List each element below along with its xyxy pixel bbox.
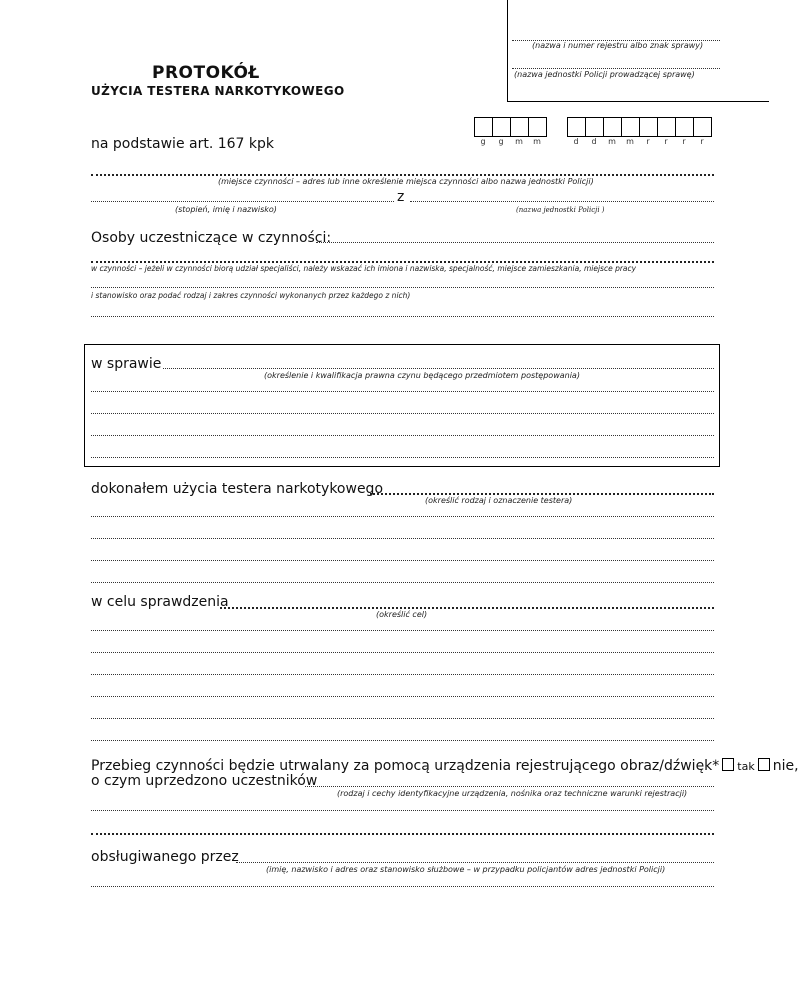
unit-hint: (nazwa jednostki Policji prowadzącej sprawę) [514,70,695,79]
purpose-field-3[interactable] [91,652,714,653]
case-hint: (określenie i kwalifikacja prawna czynu będącego przedmiotem postępowania) [264,371,580,380]
participants-field-4[interactable] [91,316,714,317]
purpose-label: w celu sprawdzenia [91,594,229,610]
date-label: r [682,137,686,146]
date-digit[interactable] [658,118,676,136]
tester-field-5[interactable] [91,582,714,583]
case-field-5[interactable] [91,457,714,458]
date-digit[interactable] [622,118,640,136]
time-label: m [533,137,541,146]
purpose-hint: (określić cel) [376,610,428,619]
participants-hint-2: i stanowisko oraz podać rodzaj i zakres czynności wykonanych przez każdego z nich) [91,291,411,300]
place-field[interactable] [91,174,714,176]
tester-field-3[interactable] [91,538,714,539]
time-label: g [480,137,486,146]
date-label: r [646,137,650,146]
participants-field-2[interactable] [91,261,714,263]
recording-field-3[interactable] [91,833,714,835]
officer-name-hint: (stopień, imię i nazwisko) [175,205,277,214]
time-labels [474,137,546,146]
recording-text: Przebieg czynności będzie utrwalany za pomocą urządzenia rejestrującego obraz/dźwięk* [91,758,720,774]
participants-hint-1: w czynności – jeżeli w czynności biorą udział specjaliści, należy wskazać ich imiona i nazwiska, specjalność, miejsce zamieszkania, miejsce pracy [91,264,637,273]
date-digit[interactable] [586,118,604,136]
case-field-2[interactable] [91,391,714,392]
date-label: r [664,137,668,146]
time-boxes[interactable] [474,117,547,137]
recording-yes-label: tak [737,760,755,773]
recording-no-label: nie, [772,758,799,774]
operator-label: obsługiwanego przez [91,849,239,865]
purpose-field-5[interactable] [91,696,714,697]
case-field-3[interactable] [91,413,714,414]
tester-field-1[interactable] [370,493,714,495]
tester-field-4[interactable] [91,560,714,561]
date-digit[interactable] [604,118,622,136]
time-digit[interactable] [493,118,511,136]
page-title: PROTOKÓŁ [152,63,260,83]
time-label: m [515,137,523,146]
recording-field-1[interactable] [305,786,714,787]
date-label: m [626,137,634,146]
date-labels [567,137,711,146]
tester-field-2[interactable] [91,516,714,517]
case-label: w sprawie [91,356,162,372]
participants-label: Osoby uczestniczące w czynności: [91,230,332,246]
purpose-field-2[interactable] [91,630,714,631]
place-hint: (miejsce czynności – adres lub inne określenie miejsca czynności albo nazwa jednostki Policji) [218,177,594,186]
case-field-1[interactable] [163,368,714,369]
officer-unit-hint: (nazwa jednostki Policji ) [516,206,605,214]
legal-basis: na podstawie art. 167 kpk [91,136,275,152]
unit-field[interactable] [512,68,720,69]
page-subtitle: UŻYCIA TESTERA NARKOTYKOWEGO [91,84,345,98]
date-digit[interactable] [640,118,658,136]
date-digit[interactable] [568,118,586,136]
recording-hint: (rodzaj i cechy identyfikacyjne urządzenia, nośnika oraz techniczne warunki rejestracji) [337,789,688,798]
participants-field-1[interactable] [316,242,714,243]
purpose-field-6[interactable] [91,718,714,719]
operator-field-2[interactable] [91,886,714,887]
registry-hint: (nazwa i numer rejestru albo znak sprawy) [532,41,704,50]
officer-name-field[interactable] [91,201,394,202]
purpose-field-7[interactable] [91,740,714,741]
recording-yes-checkbox[interactable] [722,758,734,771]
date-label: d [573,137,579,146]
purpose-field-1[interactable] [220,607,714,609]
operator-field-1[interactable] [236,862,714,863]
date-digit[interactable] [676,118,694,136]
time-digit[interactable] [511,118,529,136]
date-boxes[interactable] [567,117,712,137]
case-box [84,344,720,467]
officer-unit-field[interactable] [410,201,714,202]
time-label: g [498,137,504,146]
date-label: m [608,137,616,146]
participants-field-3[interactable] [91,287,714,288]
operator-hint: (imię, nazwisko i adres oraz stanowisko służbowe – w przypadku policjantów adres jednostki Policji) [266,865,666,874]
tester-label: dokonałem użycia testera narkotykowego [91,481,384,497]
officer-connector: z [397,189,405,205]
time-digit[interactable] [529,118,546,136]
recording-statement [91,758,799,774]
date-label: r [700,137,704,146]
tester-hint: (określić rodzaj i oznaczenie testera) [425,496,573,505]
recording-no-checkbox[interactable] [758,758,770,771]
date-digit[interactable] [694,118,711,136]
case-field-4[interactable] [91,435,714,436]
registry-box [507,0,769,102]
purpose-field-4[interactable] [91,674,714,675]
recording-field-2[interactable] [91,810,714,811]
date-label: d [591,137,597,146]
recording-notice: o czym uprzedzono uczestników [91,773,318,789]
time-digit[interactable] [475,118,493,136]
